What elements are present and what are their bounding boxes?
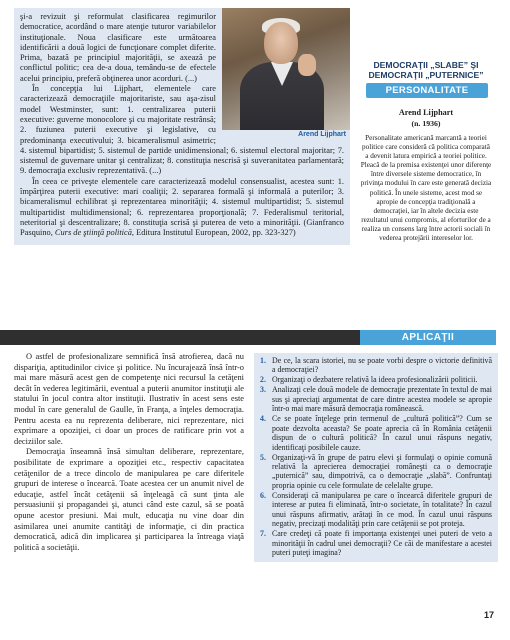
list-item: 6. Consideraţi că manipularea pe care o încearcă diferitele grupuri de interese ar putea fi eliminată, într-o societate, în totalitate? În cazul unui răspuns afirmativ, arătaţi în ce mod. În cazul unui răspuns negativ, precizaţi modalităţi prin care cetăţenii se pot proteja. <box>260 490 492 529</box>
section-divider <box>0 330 360 345</box>
person-years: (n. 1936) <box>411 119 441 128</box>
portrait-figure <box>222 8 350 142</box>
list-item: 3. Analizaţi cele două modele de democraţie prezentate în textul de mai sus şi apreciaţi argumentat de care dintre acestea modele se apropie într-o mai mare măsură democraţia românească. <box>260 385 492 414</box>
sidebar-title: DEMOCRAŢII „SLABE” ŞI DEMOCRAŢII „PUTERNICE” <box>368 60 484 80</box>
applications-banner: APLICAŢII <box>360 330 496 345</box>
photo-caption: Arend Lijphart <box>298 131 346 138</box>
list-item: 5. Organizaţi-vă în grupe de patru elevi şi formulaţi o opinie comună relativă la aprecierea democraţiei româneşti ca o democraţie „puternică” sau, dimpotrivă, ca o democraţie „slabă”. Confruntaţi propria opinie cu cele formulate de celelalte grupe. <box>260 452 492 490</box>
applications-list <box>254 353 498 562</box>
bottom-text-block <box>14 352 244 553</box>
person-bio: Personalitate americană marcantă a teoriei politice care consideră că politica comparată a devenit latura empirică a teoriei politice. Pleacă de la premisa existenţei unor diferenţe între diversele sisteme democratice, în privinţa modului în care este generată decizia politică. În unele sisteme, acest mod se apropie de concepţia tradiţională a democraţiei, iar în altele decizia este rezultatul unui compromis, al eforturilor de a realiza un consens larg între actorii sociali în vederea protejării intereselor lor. <box>360 134 492 243</box>
bottom-paragraph-2: Democraţia înseamnă însă simultan deliberare, reprezentare, posibilitate de exprimare a opoziţiei etc., respectiv capacitatea cetăţenilor de a trece dincolo de manipularea pe care diferitele grupuri de interese o încearcă. Toate acestea cer un anumit nivel de educaţie, astfel încât cetăţenii să înţeleagă că sunt ţinta ale persuasiunii şi propagandei şi, atunci când este cazul, să se poată opune acestor presiuni. Mai mult, educaţia nu vine doar din asimilarea unei anumite cantităţi de informaţie, ci din practica democratică, adică din implicarea şi participarea la întreaga viaţă politică a societăţii. <box>14 447 244 552</box>
top-paragraph-2: În concepţia lui Lijphart, elementele care caracterizează democraţiile majoritariste, sau aşa-zisul model Westminster, sunt: 1. centralizarea puterii executive: guverne monocolore şi cu majoritate restrânsă; 2. fuziunea puterii executive şi legislative, cu predominanţa executivului; 3. bicameralismul asimetric; 4. sistemul bipartidist; 5. sistemul de partide unidimensional; 6. sistemul electoral majoritar; 7. sistemul de guvernare unitar şi centralizat; 8. constituţia nescrisă şi suveranitatea parlamentară; 9. democraţia exclusiv reprezentativă. (...) <box>20 84 344 176</box>
person-name: Arend Lijphart <box>398 108 454 117</box>
top-paragraph-3: În ceea ce priveşte elementele care caracterizează modelul consensualist, acestea sunt: 1. împărţirea puterii executive: mari coaliţii; 2. separarea formală şi informală a puterilor; 3. bicameralismul echilibrat şi reprezentarea minorităţii; 4. sistemul multipartidist; 5. sistemul multipartidist multidimensional; 6. reprezentarea proporţională; 7. Federalismul teritorial, neteritorial şi descentralizare; 8. constituţia scrisă şi puterea de veto a minorităţii. (Gianfranco Pasquino, Curs de ştiinţă politică, Editura Institutul European, 2002, pp. 323-327) <box>20 176 344 238</box>
list-item: 4. Ce se poate înţelege prin termenul de „cultură politică”? Cum se poate dezvolta aceasta? Se poate aprecia că în România cetăţenii dispun de o cultură politică? În cazul unui răspuns negativ, identificaţi posibilele cauze. <box>260 414 492 452</box>
top-paragraph-1: şi-a revizuit şi reformulat clasificarea regimurilor democratice, acordând o mare atenţie tuturor variabilelor instituţionale. Noua clasificare este următoarea identificării a două logici de funcţionare complet diferite. Prima, bazată pe principiul majorităţii, se axează pe conflictul politic; cea de-a doua, temându-se de efectele acelui principiu, preferă obţinerea unor acorduri. (...) <box>20 12 216 83</box>
top-text-block <box>14 8 350 245</box>
portrait-photo <box>222 8 350 130</box>
list-item: 1. De ce, la scara istoriei, nu se poate vorbi despre o victorie definitivă a democraţiei? <box>260 356 492 375</box>
personality-banner: PERSONALITATE <box>366 83 488 98</box>
page-number: 17 <box>483 610 494 620</box>
bottom-paragraph-1: O astfel de profesionalizare semnifică însă atrofierea, dacă nu dispariţia, aptitudinilor civice şi politice. Nu încurajează însă într-o mai mare măsură acest gen de competenţe nici recursul la cetăţeni decât în vederea legitimării, eventual a puterii anumitor instituţii ale statului în jocul contra altor instituţii. Ilustrativ în acest sens este modul în care generalul de Gaulle, în Franţa, a înţeles democraţia. Pentru acesta ea nu reprezenta deliberare, nici reprezentare, nici exprimare a opoziţiei, ci doar un proces de ratificare prin vot a deciziilor sale. <box>14 352 244 446</box>
list-item: 2. Organizaţi o dezbatere relativă la ideea profesionalizării politicii. <box>260 375 478 385</box>
list-item: 7. Care credeţi că poate fi importanţa existenţei unei puteri de veto a minorităţii în cadrul unei democraţii? Ce căi de manifestare a acestei puteri puteţi imagina? <box>260 529 492 558</box>
book-title: Curs de ştiinţă politică <box>54 228 132 238</box>
